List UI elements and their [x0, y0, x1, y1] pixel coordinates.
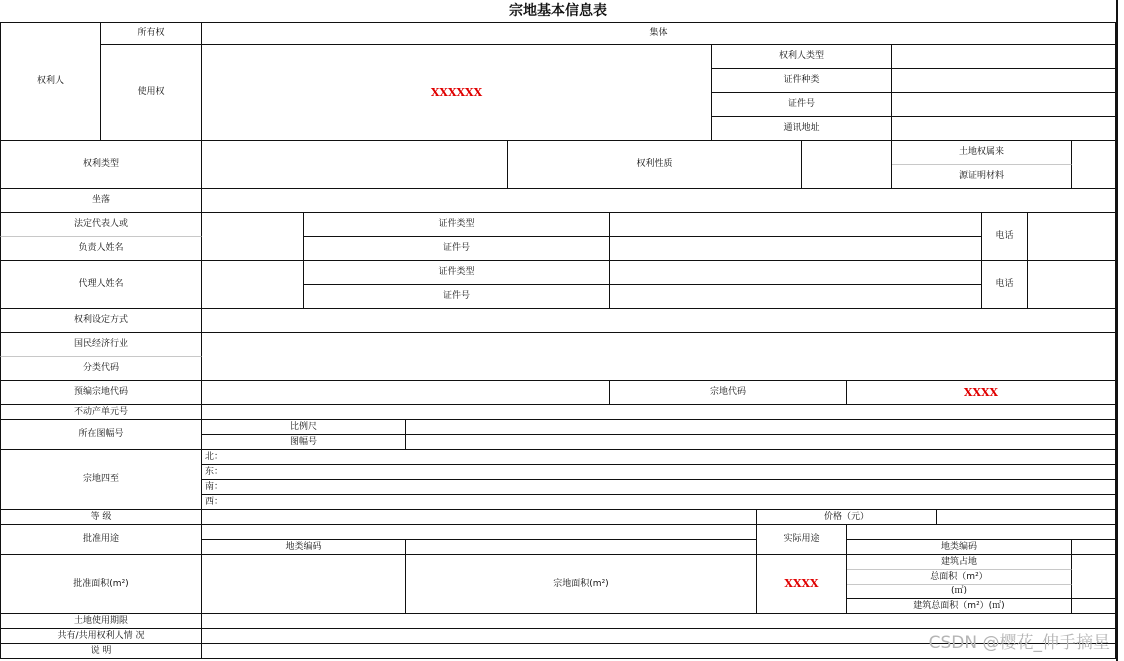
- field-fuzeren-zhengjianhao[interactable]: [610, 237, 982, 261]
- label-jianzhu-zhandi: 建筑占地: [847, 555, 1072, 570]
- label-quanliren-leixing: 权利人类型: [712, 45, 892, 69]
- value-shiyongquan: XXXXXX: [202, 45, 712, 141]
- label-yuan-zhengming: 源证明材料: [892, 165, 1072, 189]
- field-shiji-yongtu[interactable]: [847, 525, 1116, 540]
- label-zhengjianhao: 证件号: [712, 93, 892, 117]
- field-yubian-daima[interactable]: [202, 381, 610, 405]
- label-quanliren: 权利人: [0, 22, 101, 141]
- field-quanshu-cailiao[interactable]: [1072, 141, 1116, 189]
- label-fading-daibiao: 法定代表人或: [0, 213, 202, 237]
- field-fuzeren-zhengjian-leixing[interactable]: [610, 213, 982, 237]
- field-quanli-xingzhi[interactable]: [802, 141, 892, 189]
- field-jiage[interactable]: [937, 510, 1116, 525]
- label-quanli-xingzhi: 权利性质: [508, 141, 802, 189]
- field-fuzeren-name[interactable]: [202, 213, 304, 261]
- label-suozai-tufu: 所在图幅号: [0, 420, 202, 450]
- label-jianzhu-zongmianji: 建筑总面积（m²）(㎡): [847, 599, 1072, 614]
- field-jianzhu-zongmianji[interactable]: [1072, 599, 1116, 614]
- label-shiyongquan: 使用权: [101, 45, 202, 141]
- label-tudi-quanshu: 土地权属来: [892, 141, 1072, 165]
- label-fuzeren-dianhua: 电话: [982, 213, 1028, 261]
- label-pizhun-yongtu: 批准用途: [0, 525, 202, 555]
- label-yubian-daima: 预编宗地代码: [0, 381, 202, 405]
- label-tufuhao: 图幅号: [202, 435, 406, 450]
- label-pizhun-dilei-bianma: 地类编码: [202, 540, 406, 555]
- field-fuzeren-dianhua[interactable]: [1028, 213, 1116, 261]
- label-pizhun-mianji: 批准面积(m²): [0, 555, 202, 614]
- value-zongdi-daima: XXXX: [847, 381, 1116, 405]
- label-tongxun-dizhi: 通讯地址: [712, 117, 892, 141]
- watermark: CSDN @樱花_伸手摘星: [928, 633, 1110, 653]
- field-quanli-sheding[interactable]: [202, 309, 1116, 333]
- label-shiji-dilei-bianma: 地类编码: [847, 540, 1072, 555]
- label-m2: (㎡): [847, 585, 1072, 599]
- label-bilichi: 比例尺: [202, 420, 406, 435]
- field-jianzhu-zhandi[interactable]: [1072, 555, 1116, 599]
- field-pizhun-yongtu[interactable]: [202, 525, 757, 540]
- field-dailiren-zhengjian-leixing[interactable]: [610, 261, 982, 285]
- label-guomin-jingji: 国民经济行业: [0, 333, 202, 357]
- label-tudi-shiyong-qixian: 土地使用期限: [0, 614, 202, 629]
- field-tudi-shiyong-qixian[interactable]: [202, 614, 1116, 629]
- label-zongdi-sizhi: 宗地四至: [0, 450, 202, 510]
- field-dailiren-dianhua[interactable]: [1028, 261, 1116, 309]
- field-quanliren-leixing[interactable]: [892, 45, 1116, 69]
- field-sizhi-xi[interactable]: 西：: [202, 495, 1116, 510]
- page-title: 宗地基本信息表: [509, 3, 607, 19]
- field-pizhun-dilei-bianma[interactable]: [406, 540, 757, 555]
- value-jiti: 集体: [202, 22, 1116, 45]
- field-pizhun-mianji[interactable]: [202, 555, 406, 614]
- field-sizhi-nan[interactable]: 南：: [202, 480, 1116, 495]
- label-zong-mianji: 总面积（m²）: [847, 570, 1072, 585]
- label-zhengjian-zhonglei: 证件种类: [712, 69, 892, 93]
- field-guomin-jingji[interactable]: [202, 333, 1116, 381]
- label-shiji-yongtu: 实际用途: [757, 525, 847, 555]
- label-fuzeren-zhengjian-leixing: 证件类型: [304, 213, 610, 237]
- label-zongdi-mianji: 宗地面积(m²): [406, 555, 757, 614]
- field-dengji[interactable]: [202, 510, 757, 525]
- label-dailiren-dianhua: 电话: [982, 261, 1028, 309]
- label-dengji: 等 级: [0, 510, 202, 525]
- label-fuzeren-zhengjianhao: 证件号: [304, 237, 610, 261]
- label-gongyou: 共有/共用权利人情 况: [0, 629, 202, 644]
- field-bilichi[interactable]: [406, 420, 1116, 435]
- label-dailiren-zhengjian-leixing: 证件类型: [304, 261, 610, 285]
- label-zuoluo: 坐落: [0, 189, 202, 213]
- field-tongxun-dizhi[interactable]: [892, 117, 1116, 141]
- right-border: [1116, 0, 1118, 661]
- field-zhengjian-zhonglei[interactable]: [892, 69, 1116, 93]
- label-suoyouquan: 所有权: [101, 22, 202, 45]
- label-zongdi-daima: 宗地代码: [610, 381, 847, 405]
- field-quanli-leixing[interactable]: [202, 141, 508, 189]
- field-dailiren-zhengjianhao[interactable]: [610, 285, 982, 309]
- field-budongchan[interactable]: [202, 405, 1116, 420]
- field-zuoluo[interactable]: [202, 189, 1116, 213]
- field-tufuhao[interactable]: [406, 435, 1116, 450]
- label-fenlei-daima: 分类代码: [0, 357, 202, 381]
- label-shuoming: 说 明: [0, 644, 202, 659]
- label-quanli-leixing: 权利类型: [0, 141, 202, 189]
- field-dailiren-name[interactable]: [202, 261, 304, 309]
- field-sizhi-bei[interactable]: 北：: [202, 450, 1116, 465]
- label-jiage: 价格（元）: [757, 510, 937, 525]
- field-zhengjianhao[interactable]: [892, 93, 1116, 117]
- field-shiji-dilei-bianma[interactable]: [1072, 540, 1116, 555]
- label-budongchan: 不动产单元号: [0, 405, 202, 420]
- label-dailiren-zhengjianhao: 证件号: [304, 285, 610, 309]
- field-sizhi-dong[interactable]: 东：: [202, 465, 1116, 480]
- label-fuzeren: 负责人姓名: [0, 237, 202, 261]
- label-dailiren: 代理人姓名: [0, 261, 202, 309]
- label-quanli-sheding: 权利设定方式: [0, 309, 202, 333]
- value-shiji-yongtu: XXXX: [757, 555, 847, 614]
